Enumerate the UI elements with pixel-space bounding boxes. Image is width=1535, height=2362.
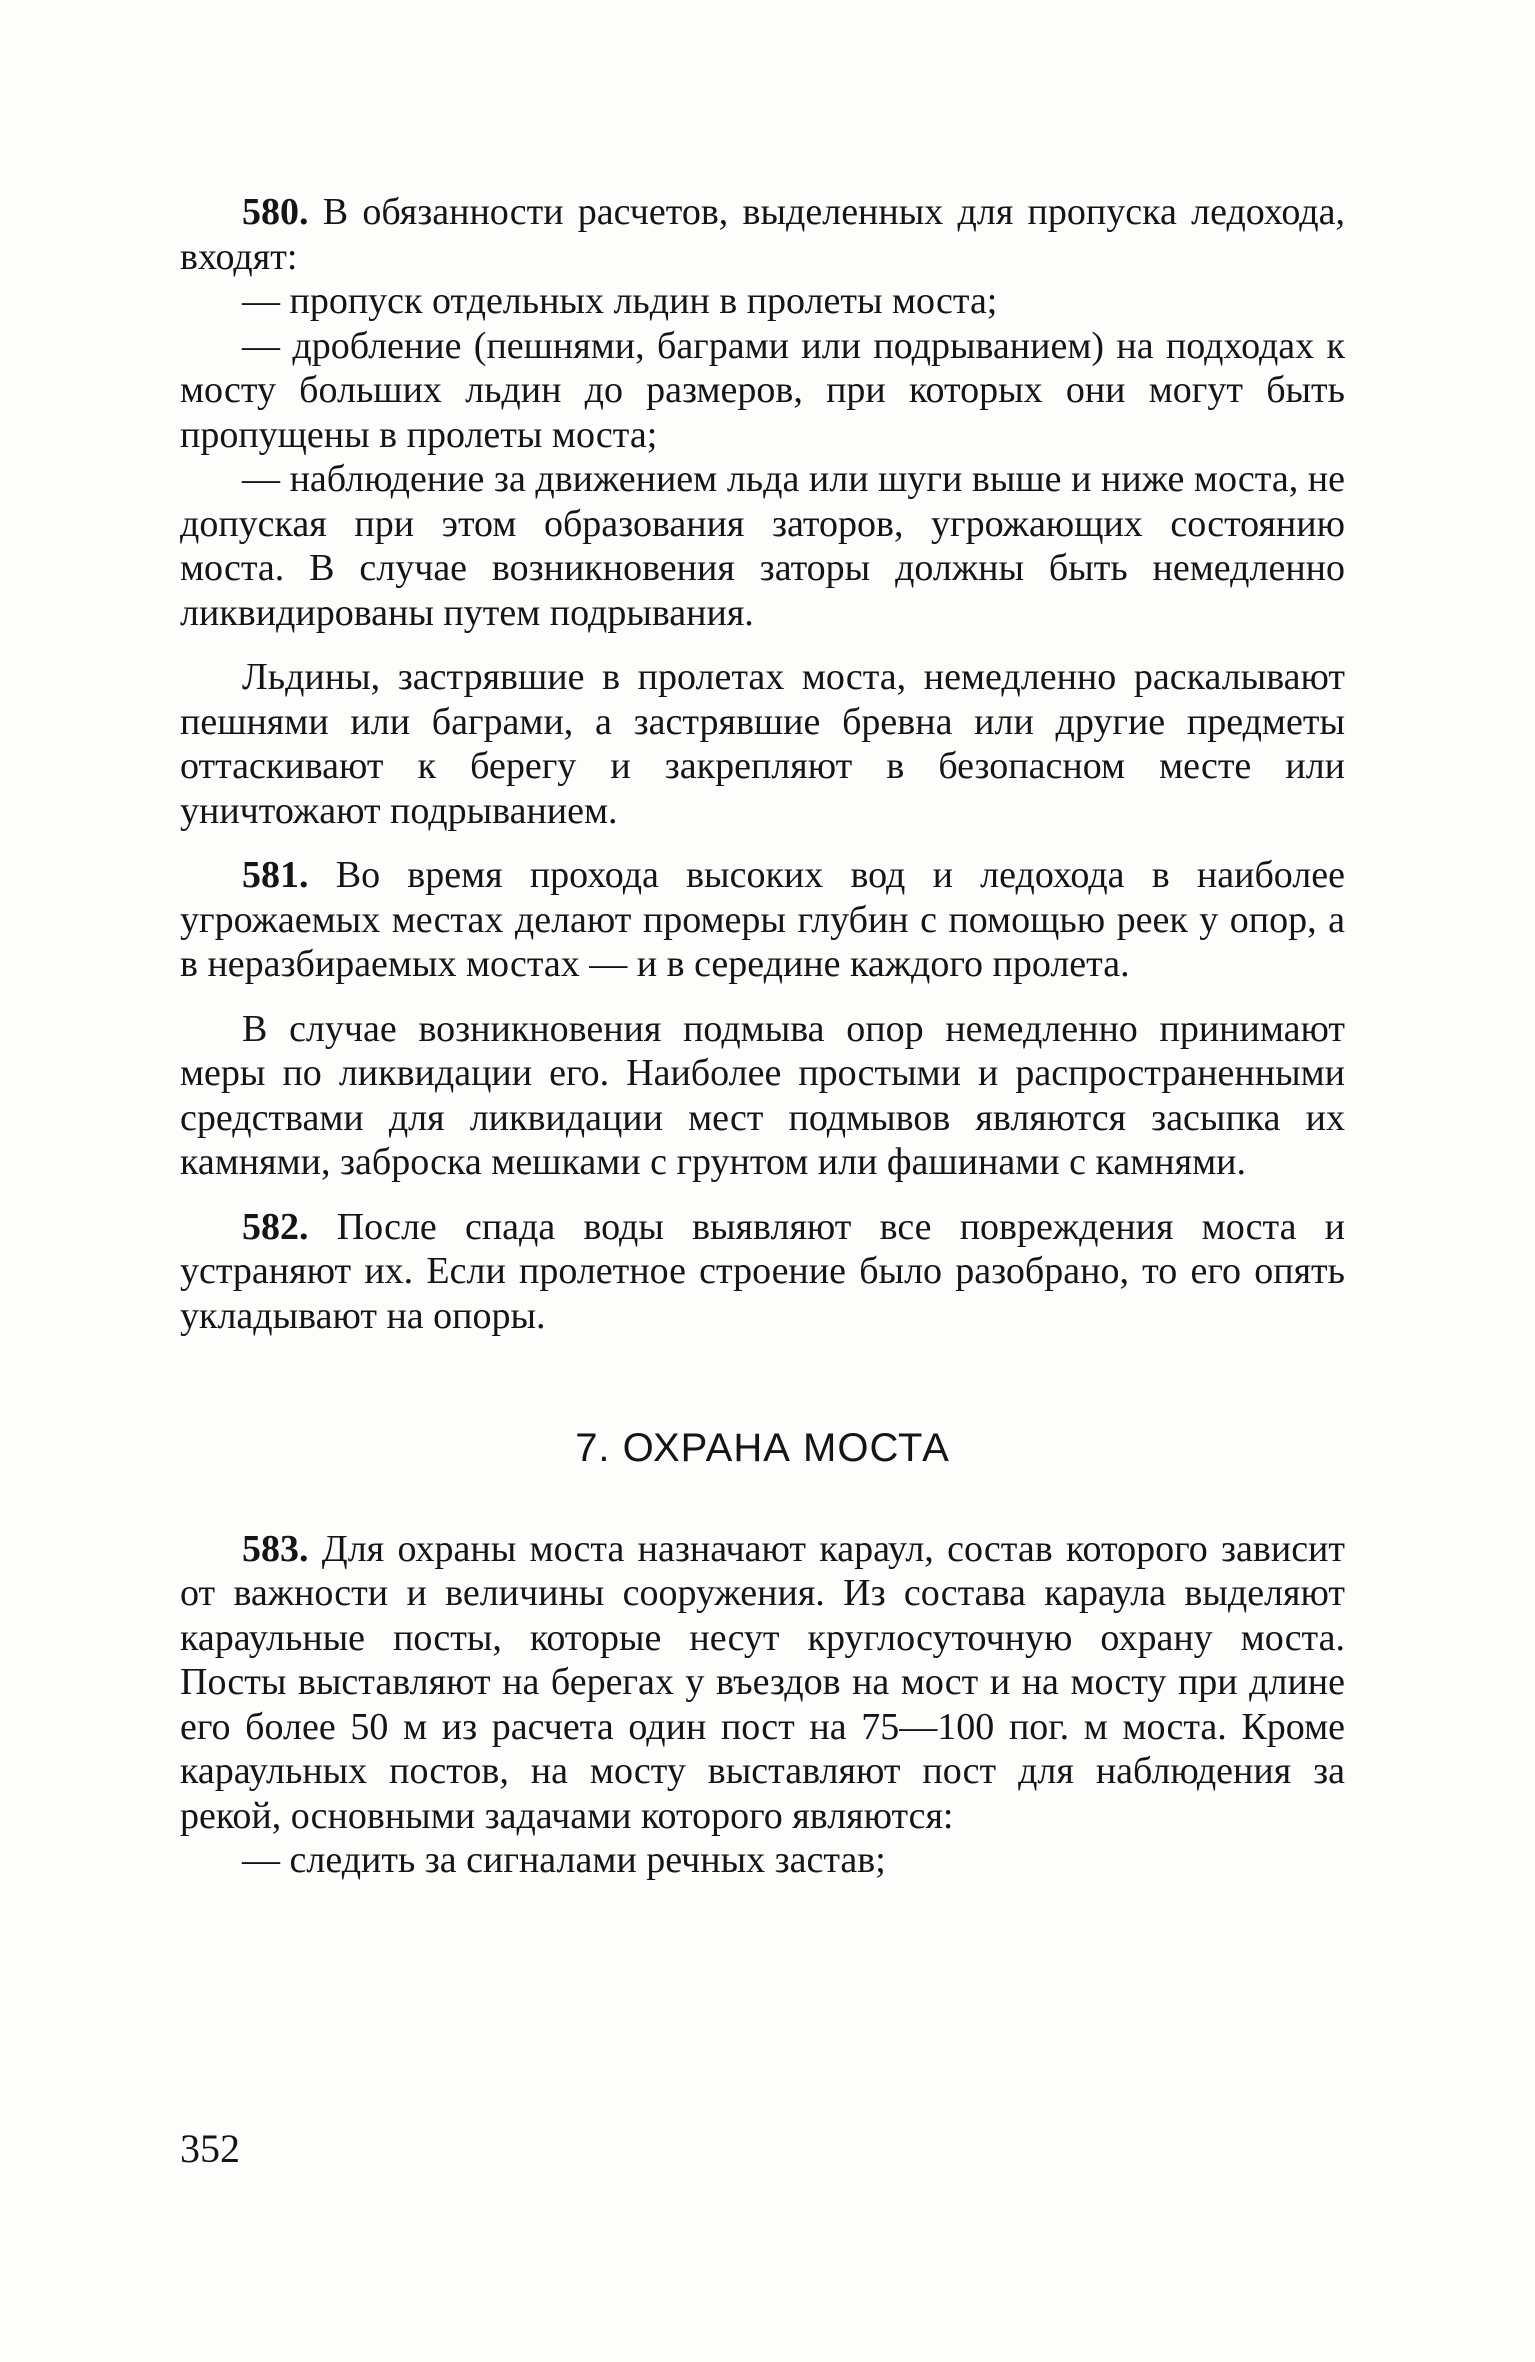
item-number: 580.	[242, 191, 309, 233]
paragraph-581	[180, 853, 1345, 987]
paragraph-text: В случае возникновения подмыва опор немедленно принимают меры по ликвидации его. Наиболее простыми и распространенными средствами для ликвидации мест подмывов являются засыпка их камнями, заброска мешками с грунтом или фашинами с камнями.	[180, 1007, 1345, 1183]
item-number: 581.	[242, 854, 309, 896]
paragraph-text: — дробление (пешнями, баграми или подрыванием) на подходах к мосту больших льдин до размеров, при которых они могут быть пропущены в пролеты моста;	[180, 324, 1345, 456]
list-item	[180, 279, 1345, 324]
section-heading: 7. ОХРАНА МОСТА	[575, 1426, 950, 1470]
item-number: 583.	[242, 1527, 309, 1570]
paragraph-text: В обязанности расчетов, выделенных для пропуска ледохода, входят:	[180, 191, 1345, 278]
paragraph-text: — пропуск отдельных льдин в пролеты моста;	[242, 280, 998, 322]
page-text	[180, 190, 1345, 1883]
paragraph-text: Льдины, застрявшие в пролетах моста, немедленно раскалывают пешнями или баграми, а застрявшие бревна или другие предметы оттаскивают к берегу и закрепляют в безопасном месте или уничтожают подрыванием.	[180, 656, 1345, 832]
paragraph	[180, 655, 1345, 833]
paragraph-580	[180, 190, 1345, 279]
paragraph-583	[180, 1527, 1345, 1839]
list-item	[180, 324, 1345, 458]
paragraph-582	[180, 1205, 1345, 1339]
list-item	[180, 457, 1345, 635]
paragraph-text: После спада воды выявляют все повреждения моста и устраняют их. Если пролетное строение было разобрано, то его опять укладывают на опоры.	[180, 1205, 1345, 1337]
page-number: 352	[180, 2126, 240, 2171]
list-item	[180, 1838, 1345, 1883]
paragraph	[180, 1007, 1345, 1185]
paragraph-text: Для охраны моста назначают караул, состав которого зависит от важности и величины сооружения. Из состава караула выделяют караульные посты, которые несут круглосуточную охрану моста. Посты выставляют на берегах у въездов на мост и на мосту при длине его более 50 м из расчета один пост на 75—100 пог. м моста. Кроме караульных постов, на мосту выставляют пост для наблюдения за рекой, основными задачами которого являются:	[180, 1527, 1345, 1837]
paragraph-text: — следить за сигналами речных застав;	[242, 1839, 886, 1881]
paragraph-text: Во время прохода высоких вод и ледохода в наиболее угрожаемых местах делают промеры глубин с помощью реек у опор, а в неразбираемых мостах — и в середине каждого пролета.	[180, 854, 1345, 985]
item-number: 582.	[242, 1205, 309, 1248]
paragraph-text: — наблюдение за движением льда или шуги выше и ниже моста, не допуская при этом образования заторов, угрожающих состоянию моста. В случае возникновения заторы должны быть немедленно ликвидированы путем подрывания.	[180, 458, 1345, 634]
